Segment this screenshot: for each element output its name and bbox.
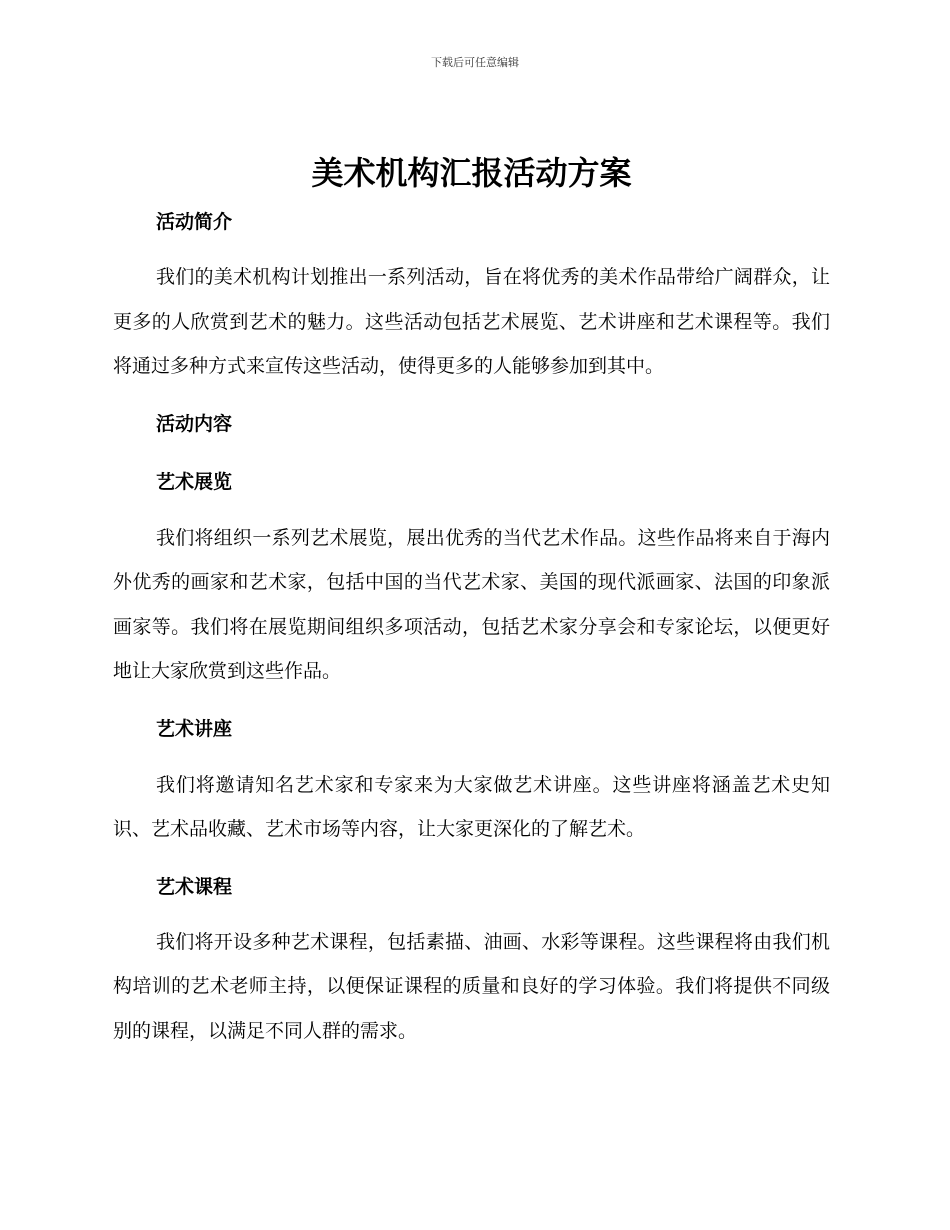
paragraph-intro: 我们的美术机构计划推出一系列活动，旨在将优秀的美术作品带给广阔群众，让更多的人欣赏到艺术的魅力。这些活动包括艺术展览、艺术讲座和艺术课程等。我们将通过多种方式来宣传这些活动，使得更多的人能够参加到其中。 [113,266,830,377]
paragraph-lecture: 我们将邀请知名艺术家和专家来为大家做艺术讲座。这些讲座将涵盖艺术史知识、艺术品收藏、艺术市场等内容，让大家更深化的了解艺术。 [113,773,830,840]
section-heading-lecture: 艺术讲座 [156,717,233,740]
section-heading-intro: 活动简介 [156,211,233,233]
document-body [113,150,830,1053]
section-heading-content: 活动内容 [156,412,233,435]
header-note: 下载后可任意编辑 [431,56,519,69]
paragraph-course: 我们将开设多种艺术课程，包括素描、油画、水彩等课程。这些课程将由我们机构培训的艺术老师主持，以便保证课程的质量和良好的学习体验。我们将提供不同级别的课程，以满足不同人群的需求。 [113,930,830,1042]
paragraph-exhibition: 我们将组织一系列艺术展览，展出优秀的当代艺术作品。这些作品将来自于海内外优秀的画家和艺术家，包括中国的当代艺术家、美国的现代派画家、法国的印象派画家等。我们将在展览期间组织多项活动，包括艺术家分享会和专家论坛，以便更好地让大家欣赏到这些作品。 [113,526,830,682]
section-heading-course: 艺术课程 [156,875,233,898]
section-heading-exhibition: 艺术展览 [156,470,233,493]
page-title: 美术机构汇报活动方案 [311,154,632,192]
